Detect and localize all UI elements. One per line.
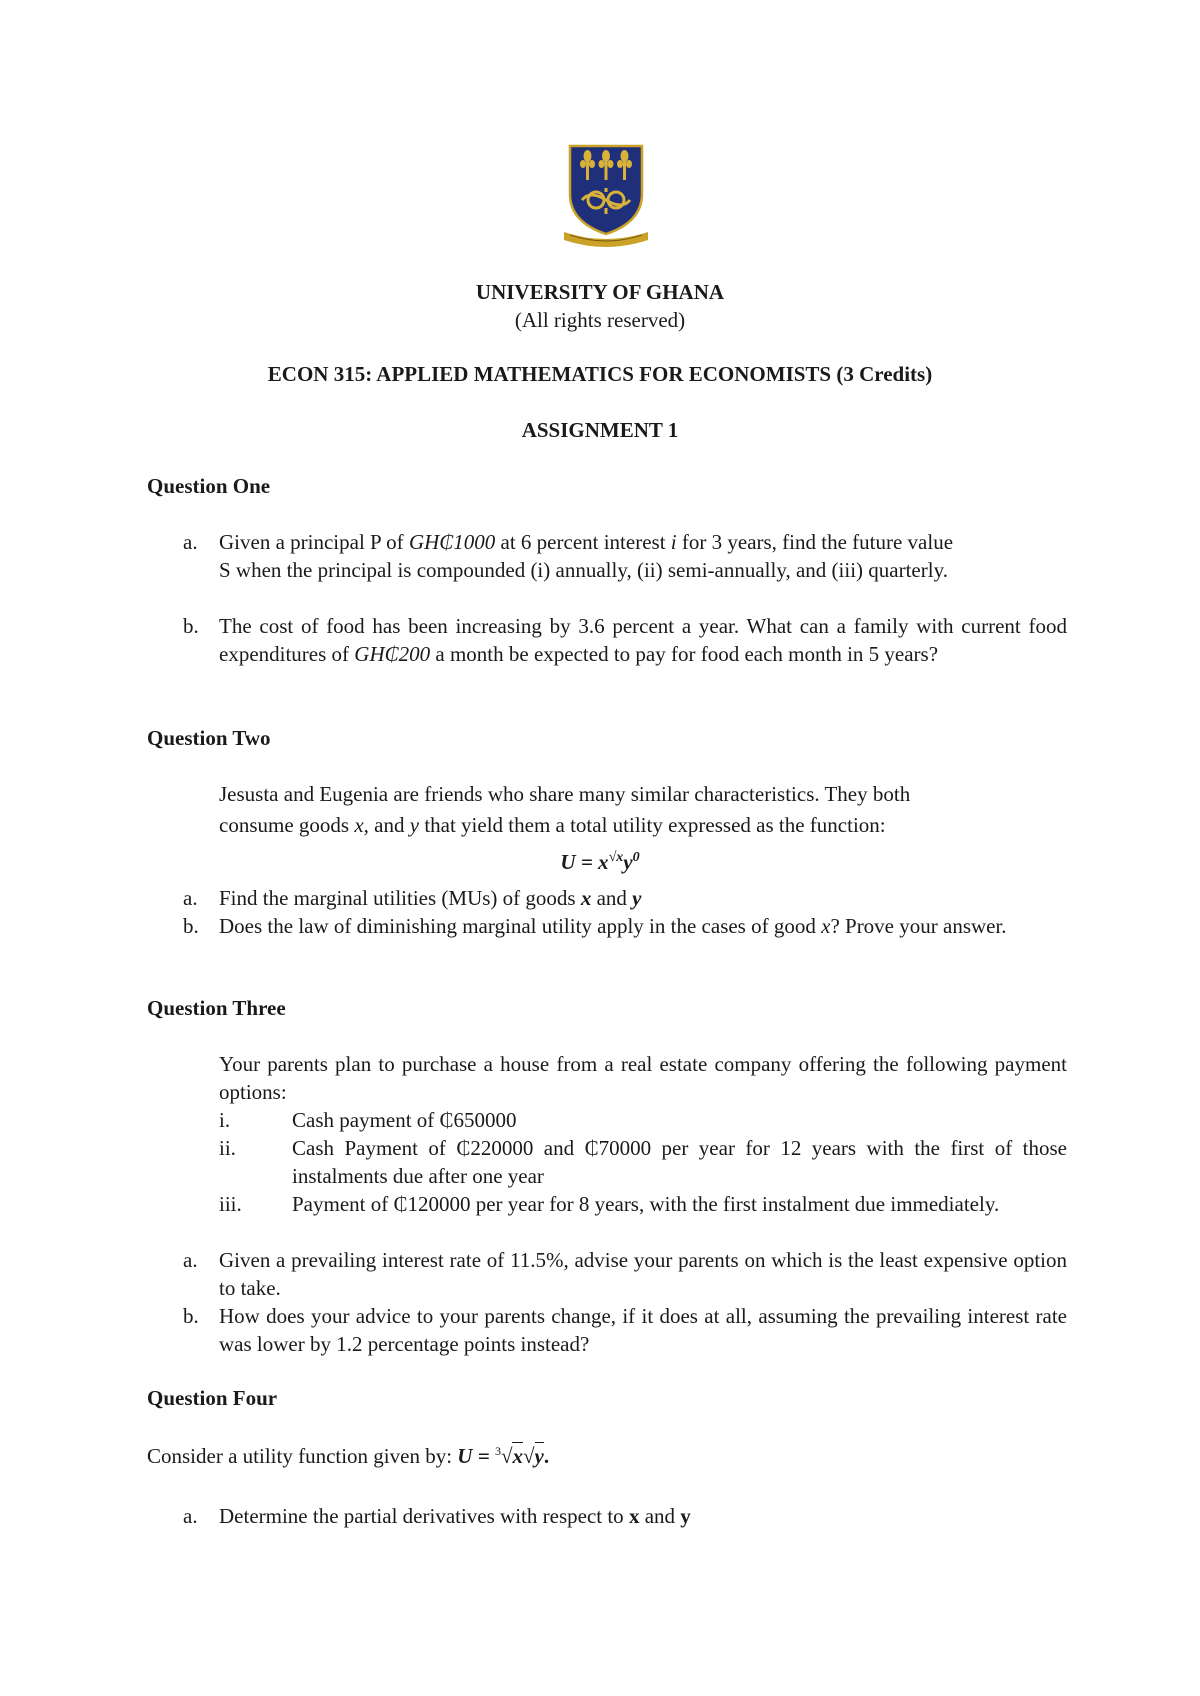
question-two-title: Question Two [147,726,271,750]
text-run: ? Prove your answer. [830,914,1007,938]
formula-lhs: U = x [560,850,609,874]
food-expenditure-amount: GH₵200 [354,642,431,666]
text-run: , and [363,813,410,837]
option-text: Cash payment of ₵650000 [292,1108,517,1132]
option-marker: iii. [219,1192,242,1216]
part-b-text [219,612,1067,668]
text-run: for 3 years, find the future value [676,530,954,554]
good-x: x [354,813,364,837]
formula-lhs: U = [457,1444,495,1468]
part-b-text: How does your advice to your parents change, if it does at all, assuming the prevailing interest rate was lower by 1.2 percentage points instead? [219,1304,1067,1356]
course-title: ECON 315: APPLIED MATHEMATICS FOR ECONOMISTS (3 Credits) [267,362,933,386]
text-run: Consider a utility function given by: [147,1444,458,1468]
formula-y: y [534,1444,544,1468]
part-a-marker: a. [183,1248,198,1272]
formula-exponent: √x [608,850,624,865]
part-a-marker: a. [183,530,198,554]
text-run: consume goods [219,813,355,837]
formula-y-exponent: 0 [632,850,640,865]
root-index: 3 [494,1444,501,1458]
part-a-text: Given a prevailing interest rate of 11.5%, advise your parents on which is the least expensive option to take. [219,1248,1067,1300]
good-x: x [580,886,592,910]
part-b-marker: b. [183,914,199,938]
part-a-text [219,1502,1067,1530]
text-run: The cost of food has been increasing by 3.6 percent a year. What can a family with current food expenditures of [219,614,1067,666]
option-text: Payment of ₵120000 per year for 8 years, with the first instalment due immediately. [292,1192,1000,1216]
text-run: at 6 percent interest [495,530,671,554]
formula-x: x [512,1444,523,1468]
part-b-text [219,912,1067,940]
question-three-title: Question Three [147,996,286,1020]
question-two-intro [219,780,1067,842]
option-marker: i. [219,1108,231,1132]
cube-root: $^3$√x [494,1444,523,1468]
interest-variable: i [670,530,677,554]
text-run: and [591,886,633,910]
square-root: √y [522,1444,544,1468]
part-a-text [219,528,1067,584]
university-name: UNIVERSITY OF GHANA [475,280,725,304]
part-a-text [219,884,1067,912]
option-text: Cash Payment of ₵220000 and ₵70000 per year for 12 years with the first of those instalments due after one year [292,1136,1067,1188]
option-marker: ii. [219,1136,236,1160]
variable-y: y [680,1504,691,1528]
part-b-marker: b. [183,614,199,638]
variable-x: x [628,1504,640,1528]
formula-y: y [623,850,633,874]
good-y: y [409,813,420,837]
text-run: S when the principal is compounded (i) annually, (ii) semi-annually, and (iii) quarterly. [219,558,948,582]
question-four-intro [147,1442,549,1470]
question-four-title: Question Four [147,1386,278,1410]
text-run: Jesusta and Eugenia are friends who share many similar characteristics. They both [219,782,911,806]
rights-notice: (All rights reserved) [514,308,686,332]
text-run: Determine the partial derivatives with respect to [219,1504,629,1528]
text-run: and [639,1504,681,1528]
question-one-title: Question One [147,474,271,498]
part-a-marker: a. [183,1504,198,1528]
assignment-title: ASSIGNMENT 1 [521,418,679,442]
utility-formula [0,848,1200,876]
part-a-marker: a. [183,886,198,910]
text-run: Given a principal P of [219,530,409,554]
text-run: that yield them a total utility expressed as the function: [419,813,886,837]
principal-amount: GH₵1000 [408,530,496,554]
good-x: x [821,914,831,938]
text-run: Find the marginal utilities (MUs) of goods [219,886,581,910]
formula-end: . [543,1444,550,1468]
question-three-intro: Your parents plan to purchase a house from a real estate company offering the following payment options: [219,1052,1067,1104]
text-run: a month be expected to pay for food each month in 5 years? [430,642,939,666]
text-run: Does the law of diminishing marginal utility apply in the cases of good [219,914,822,938]
good-y: y [632,886,642,910]
university-crest-logo [560,142,652,250]
part-b-marker: b. [183,1304,199,1328]
